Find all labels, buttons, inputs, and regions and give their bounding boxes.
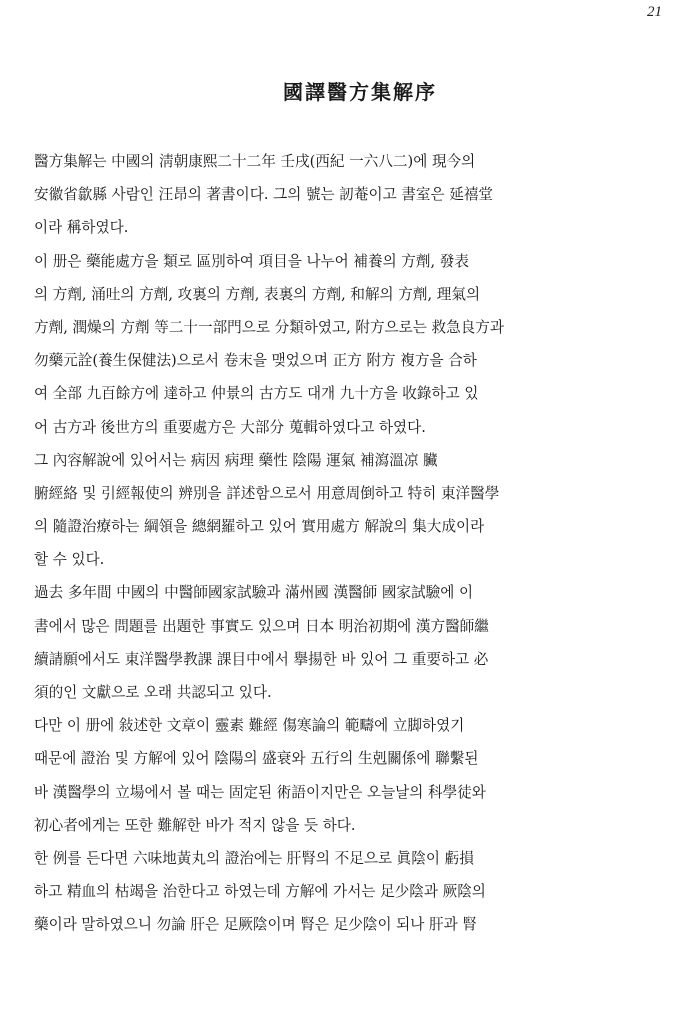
text-line: 書에서 많은 問題를 出題한 事實도 있으며 日本 明治初期에 漢方醫師繼 (34, 617, 489, 635)
text-line: 의 方劑, 涌吐의 方劑, 攻裏의 方劑, 表裏의 方劑, 和解의 方劑, 理氣의 (34, 285, 481, 303)
text-line: 安徽省歙縣 사람인 汪昂의 著書이다. 그의 號는 訒菴이고 書室은 延禧堂 (34, 186, 494, 204)
text-line: 續請願에서도 東洋醫學教課 課目中에서 擧揚한 바 있어 그 重要하고 必 (34, 650, 489, 668)
text-line: 그 內容解說에 있어서는 病因 病理 藥性 陰陽 運氣 補瀉溫凉 臟 (34, 451, 438, 469)
text-line: 하고 精血의 枯竭을 治한다고 하였는데 方解에 가서는 足少陰과 厥陰의 (34, 883, 486, 901)
text-line: 이 册은 藥能處方을 類로 區別하여 項目을 나누어 補養의 方劑, 發表 (34, 252, 469, 270)
text-line: 다만 이 册에 敍述한 文章이 靈素 難經 傷寒論의 範疇에 立脚하였기 (34, 717, 465, 735)
text-line: 때문에 證治 및 方解에 있어 陰陽의 盛衰와 五行의 生剋關係에 聯繫된 (34, 750, 479, 768)
text-line: 바 漢醫學의 立場에서 볼 때는 固定된 術語이지만은 오늘날의 科學徒와 (34, 783, 486, 801)
text-line: 勿藥元詮(養生保健法)으로서 卷末을 맺었으며 正方 附方 複方을 合하 (34, 352, 477, 370)
text-line: 腑經絡 및 引經報使의 辨別을 詳述함으로서 用意周倒하고 特히 東洋醫學 (34, 484, 500, 502)
text-line: 어 古方과 後世方의 重要處方은 大部分 蒐輯하였다고 하였다. (34, 418, 426, 436)
text-line: 할 수 있다. (34, 551, 105, 569)
text-line: 醫方集解는 中國의 淸朝康熙二十二年 壬戌(西紀 一六八二)에 現今의 (34, 153, 476, 170)
page-title: 國譯醫方集解序 (283, 80, 437, 104)
body-text (34, 145, 670, 942)
text-line: 初心者에게는 또한 難解한 바가 적지 않을 듯 하다. (34, 816, 356, 834)
text-line: 한 例를 든다면 六味地黃丸의 證治에는 肝腎의 不足으로 眞陰이 虧損 (34, 849, 474, 867)
text-line: 여 全部 九百餘方에 達하고 仲景의 古方도 대개 九十方을 收錄하고 있 (34, 385, 479, 403)
text-line: 의 隨證治療하는 綱領을 總網羅하고 있어 實用處方 解說의 集大成이라 (34, 518, 485, 536)
text-line: 藥이라 말하였으니 勿論 肝은 足厥陰이며 腎은 足少陰이 되나 肝과 腎 (34, 916, 477, 934)
text-line: 須的인 文獻으로 오래 共認되고 있다. (34, 684, 272, 701)
text-line: 方劑, 潤燥의 方劑 等二十一部門으로 分類하였고, 附方으로는 救急良方과 (34, 318, 504, 336)
page-number: 21 (647, 4, 662, 20)
text-line: 이라 稱하였다. (34, 219, 129, 237)
text-line: 過去 多年間 中國의 中醫師國家試驗과 滿州國 漢醫師 國家試驗에 이 (34, 584, 474, 602)
